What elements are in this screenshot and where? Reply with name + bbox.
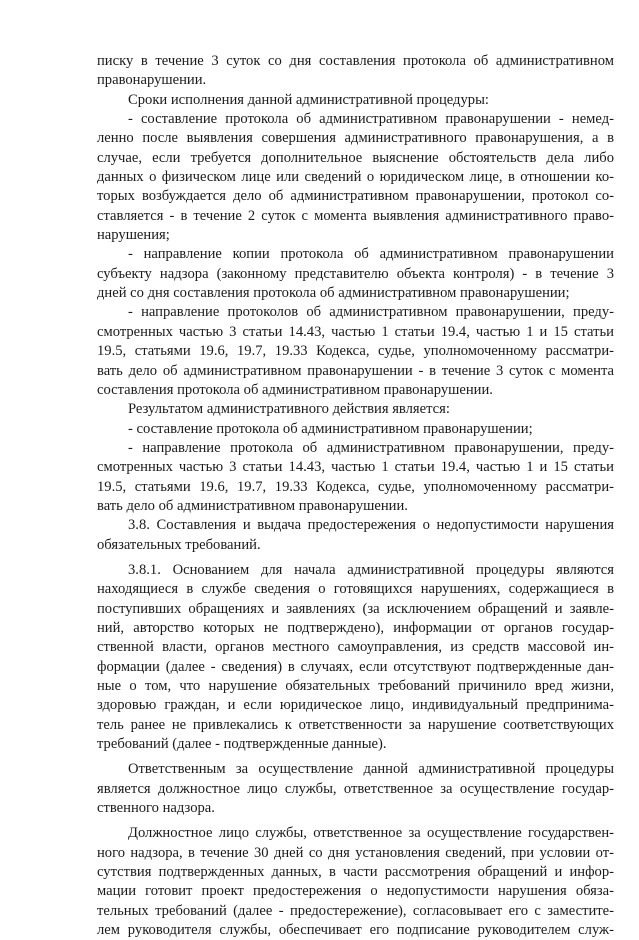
text-line: писку в течение 3 суток со дня составления протокола об административном <box>97 53 614 69</box>
text-line: формации (далее - сведения) в случаях, если отсутствуют подтвержденные дан- <box>97 658 614 675</box>
text-line: Результатом административного действия является: <box>128 401 450 418</box>
text-line: здоровью граждан, и если юридическое лицо, индивидуальный предпринима- <box>97 697 614 714</box>
text-line: вать дело об административном правонарушении. <box>97 497 408 514</box>
text-line: сутствия подтвержденных данных, в части рассмотрения обращений и инфор- <box>97 864 614 881</box>
text-line: вать дело об административном правонарушении - в течение 3 суток с момента <box>97 362 614 379</box>
text-line: обязательных требований. <box>97 536 261 553</box>
text-line: субъекту надзора (законному представителю объекта контроля) - в течение 3 <box>97 265 614 282</box>
text-line: 19.5, статьями 19.6, 19.7, 19.33 Кодекса, судье, уполномоченному рассматри- <box>97 478 614 495</box>
text-line: тельных требований (далее - предостережение), согласовывает его с заместите- <box>97 902 614 919</box>
text-line: является должностное лицо службы, ответственное за осуществление государ- <box>97 780 614 797</box>
text-line: нарушения; <box>97 227 170 244</box>
text-line: Ответственным за осуществление данной административной процедуры <box>128 761 614 778</box>
text-line: данных о физическом лице или сведений о юридическом лице, в отношении ко- <box>97 169 614 186</box>
text-line: поступивших обращениях и заявлениях (за исключением обращений и заявле- <box>97 600 614 617</box>
text-line: правонарушении. <box>97 72 207 89</box>
text-line: мации готовит проект предостережения о недопустимости нарушения обяза- <box>97 883 614 900</box>
text-line: составления протокола об административном правонарушении. <box>97 381 493 398</box>
text-line: - составление протокола об административном правонарушении - немед- <box>128 111 614 128</box>
text-line: тель ранее не привлекались к ответственности за нарушение соответствующих <box>97 716 614 733</box>
text-line: Должностное лицо службы, ответственное за осуществление государствен- <box>128 825 614 842</box>
text-line: - направление копии протокола об административном правонарушении <box>128 246 614 263</box>
text-line: ний, авторство которых не подтверждено), информации от органов государ- <box>97 619 614 636</box>
text-line: ставляется - в течение 2 суток с момента выявления административного право- <box>97 207 614 224</box>
text-line: ленно после выявления совершения административного правонарушения, а в <box>97 130 614 147</box>
text-line: - составление протокола об административном правонарушении; <box>128 420 533 437</box>
text-line: ственного надзора. <box>97 800 215 817</box>
text-line: 3.8.1. Основанием для начала административной процедуры являются <box>128 561 614 578</box>
text-line: ственной власти, органов местного самоуправления, из средств массовой ин- <box>97 639 614 656</box>
text-line: торых возбуждается дело об административном правонарушении, протокол со- <box>97 188 614 205</box>
text-line: Сроки исполнения данной административной процедуры: <box>128 91 489 108</box>
document-body <box>97 52 614 940</box>
text-line: дней со дня составления протокола об административном правонарушении; <box>97 285 570 302</box>
text-line: находящиеся в службе сведения о готовящихся нарушениях, содержащиеся в <box>97 581 614 598</box>
text-line: - направление протоколов об административном правонарушении, преду- <box>128 304 614 321</box>
text-line: 19.5, статьями 19.6, 19.7, 19.33 Кодекса, судье, уполномоченному рассматри- <box>97 343 614 360</box>
text-line: смотренных частью 3 статьи 14.43, частью 1 статьи 19.4, частью 1 и 15 статьи <box>97 459 614 476</box>
text-line: смотренных частью 3 статьи 14.43, частью 1 статьи 19.4, частью 1 и 15 статьи <box>97 323 614 340</box>
text-line: случае, если требуется дополнительное выяснение обстоятельств дела либо <box>97 149 614 166</box>
text-line: ные о том, что нарушение обязательных требований причинило вред жизни, <box>97 678 614 694</box>
text-line: - направление протокола об административном правонарушении, преду- <box>128 439 614 456</box>
text-line: ного надзора, в течение 30 дней со дня установления сведений, при условии от- <box>97 844 614 861</box>
text-line: 3.8. Составления и выдача предостережения о недопустимости нарушения <box>128 517 614 534</box>
text-line: требований (далее - подтвержденные данные). <box>97 736 387 753</box>
text-line: лем руководителя службы, обеспечивает его подписание руководителем служ- <box>97 922 614 939</box>
